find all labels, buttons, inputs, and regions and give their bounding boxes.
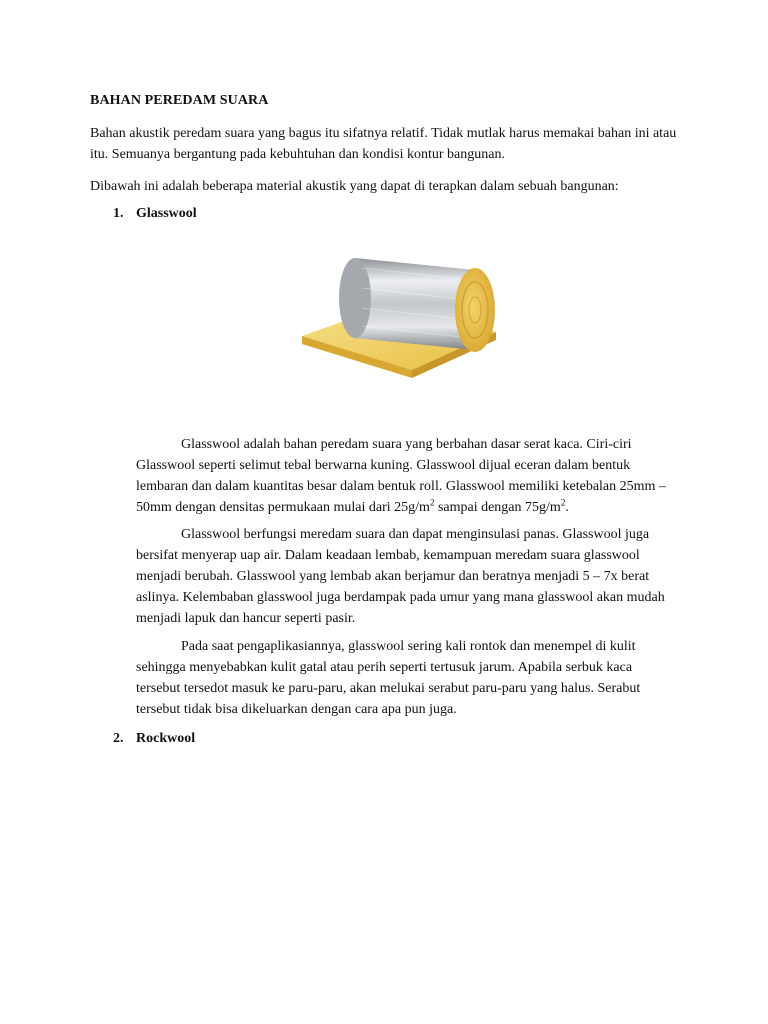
glasswool-roll-illustration [300, 228, 510, 418]
list-label: Rockwool [136, 731, 196, 746]
page-title: BAHAN PEREDAM SUARA [90, 93, 269, 108]
lead-paragraph: Dibawah ini adalah beberapa material akustik yang dapat di terapkan dalam sebuah bangunan: [90, 179, 619, 194]
list-item-rockwool [113, 731, 195, 747]
list-label: Glasswool [136, 206, 197, 221]
list-number: 1. [113, 206, 124, 221]
glasswool-roll-image [300, 228, 510, 418]
intro-paragraph: Bahan akustik peredam suara yang bagus itu sifatnya relatif. Tidak mutlak harus memakai bahan ini atau itu. Semuanya bergantung pada kebuhtuhan dan kondisi kontur bangunan. [90, 126, 677, 162]
glasswool-paragraph-1: Glasswool adalah bahan peredam suara yang berbahan dasar serat kaca. Ciri-ciri Glasswool seperti selimut tebal berwarna kuning. Glasswool dijual eceran dalam bentuk lembaran dan dalam kuantitas besar dalam bentuk roll. Glasswool memiliki ketebalan 25mm – 50mm dengan densitas permukaan mulai dari $25g/m^2$ sampai dengan $75g/m^2$. [136, 437, 666, 515]
glasswool-paragraph-2: Glasswool berfungsi meredam suara dan dapat menginsulasi panas. Glasswool juga bersifat menyerap uap air. Dalam keadaan lembab, kemampuan meredam suara glasswool menjadi berubah. Glasswool yang lembab akan berjamur dan beratnya menjadi 5 – 7x berat aslinya. Kelembaban glasswool juga berdampak pada umur yang mana glasswool akan mudah menjadi lapuk dan hancur seperti pasir. [136, 527, 665, 626]
list-item-glasswool [113, 206, 197, 222]
glasswool-paragraph-3: Pada saat pengaplikasiannya, glasswool sering kali rontok dan menempel di kulit sehingga menyebabkan kulit gatal atau perih seperti tertusuk jarum. Apabila serbuk kaca tersebut tersedot masuk ke paru-paru, akan melukai serabut paru-paru yang halus. Serabut tersebut tidak bisa dikeluarkan dengan cara apa pun juga. [136, 639, 641, 717]
list-number: 2. [113, 731, 124, 746]
